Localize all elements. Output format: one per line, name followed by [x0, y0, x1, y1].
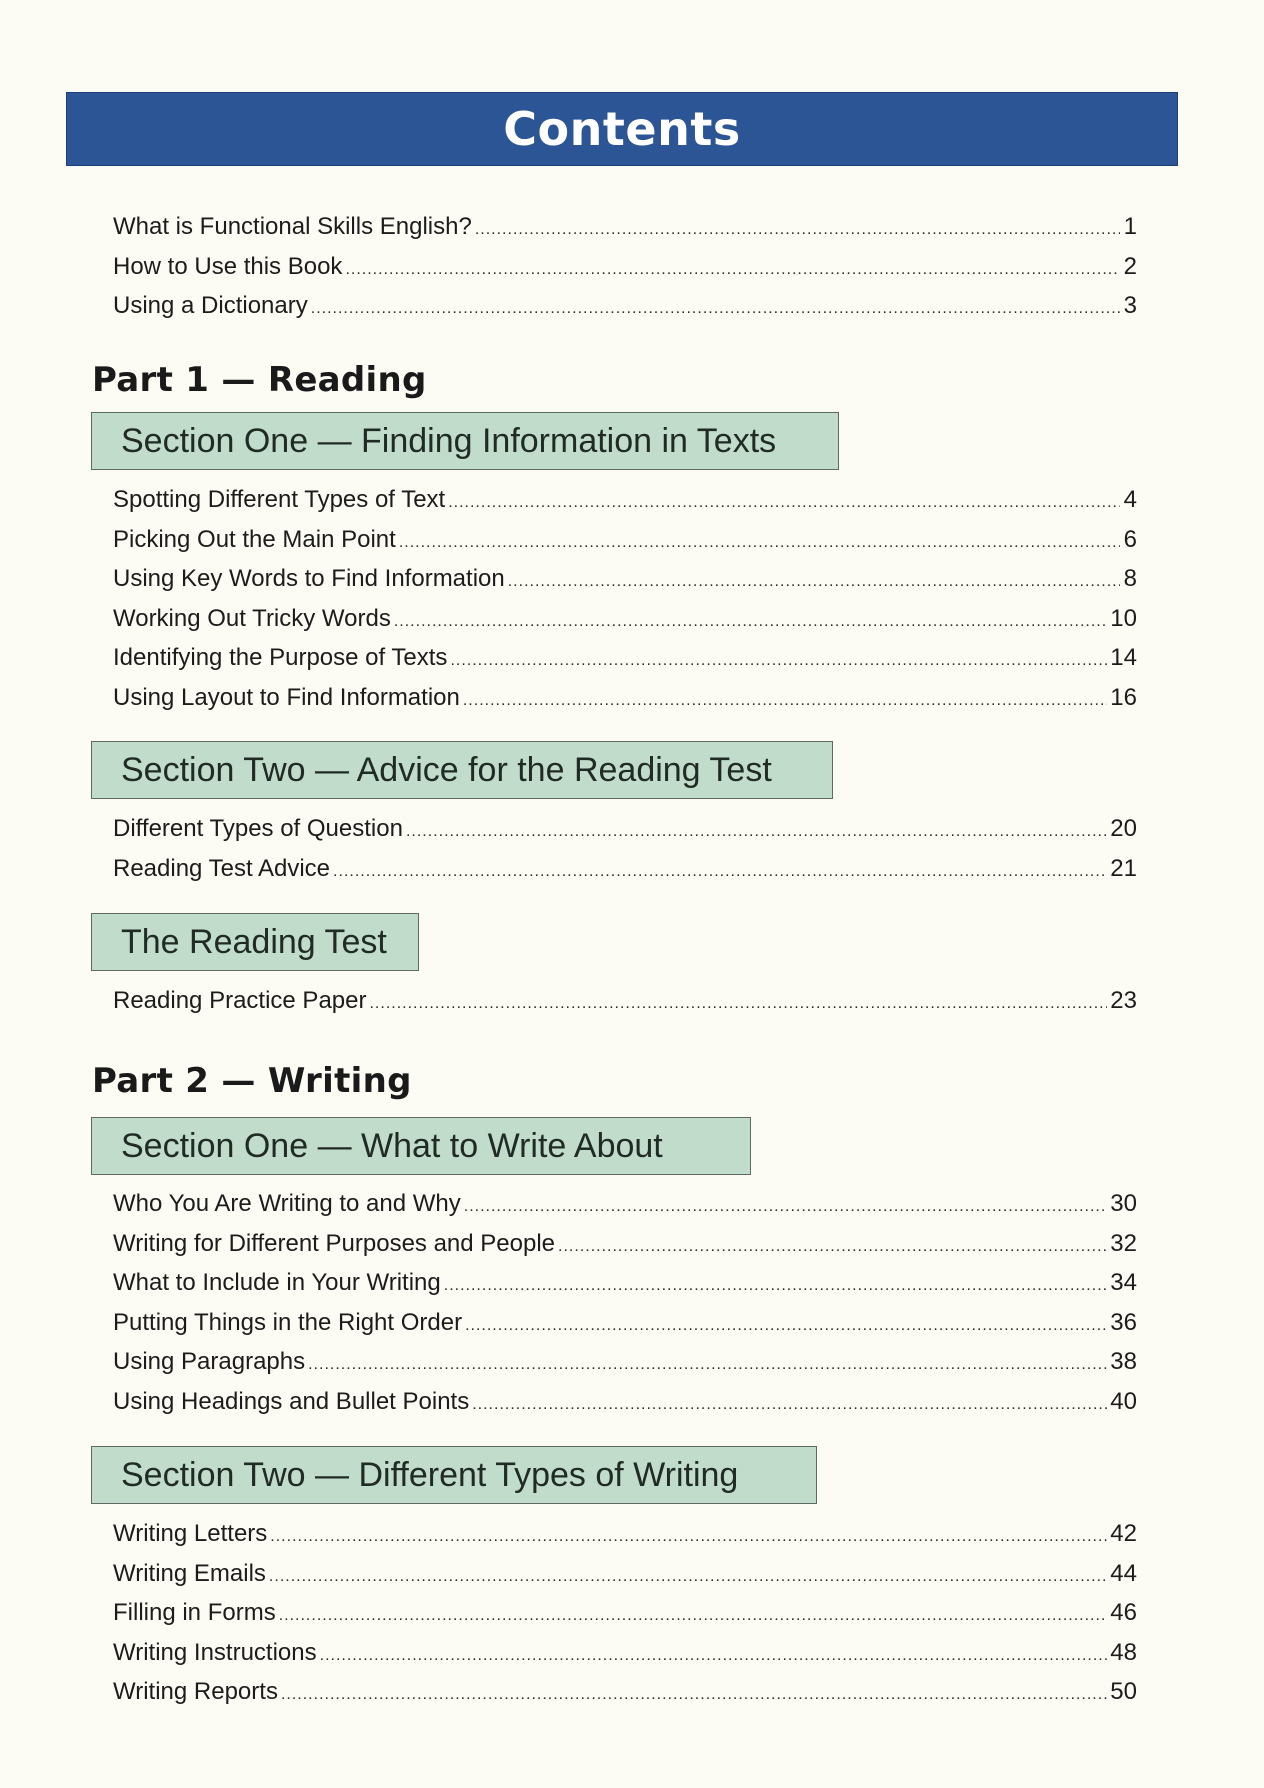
contents-title-banner — [66, 92, 1178, 166]
dot-leader — [448, 483, 1120, 523]
section-header-part1-section-two: Section Two — Advice for the Reading Test — [91, 741, 833, 799]
dot-leader — [311, 289, 1120, 329]
dot-leader — [269, 1557, 1107, 1597]
toc-entry-page: 42 — [1110, 1520, 1137, 1547]
dot-leader — [463, 681, 1107, 721]
toc-entry[interactable] — [113, 1554, 1137, 1594]
toc-entry-page: 2 — [1123, 252, 1137, 280]
toc-entry[interactable] — [113, 599, 1137, 639]
toc-entry[interactable] — [113, 638, 1137, 678]
toc-entry-page: 4 — [1123, 486, 1137, 513]
toc-entry-page: 36 — [1110, 1308, 1137, 1336]
toc-entry-page: 20 — [1110, 815, 1137, 842]
dot-leader — [450, 641, 1107, 681]
toc-entry-page: 34 — [1110, 1269, 1137, 1296]
toc-entry-title: Using Headings and Bullet Points — [113, 1387, 470, 1415]
part2-section-one-entries — [113, 1184, 1137, 1421]
toc-entry[interactable] — [113, 1633, 1137, 1673]
toc-entry-title: Writing Letters — [113, 1520, 268, 1547]
toc-entry-page: 16 — [1110, 683, 1137, 711]
toc-entry-title: Who You Are Writing to and Why — [113, 1190, 461, 1217]
toc-entry-title: What is Functional Skills English? — [113, 213, 472, 240]
section-header-reading-test: The Reading Test — [91, 913, 419, 971]
toc-entry-page: 21 — [1110, 854, 1137, 882]
toc-entry-page: 40 — [1110, 1387, 1137, 1415]
dot-leader — [345, 250, 1120, 290]
toc-entry[interactable] — [113, 1593, 1137, 1633]
toc-entry-page: 44 — [1110, 1559, 1137, 1587]
toc-entry[interactable] — [113, 1514, 1137, 1554]
toc-entry-page: 1 — [1123, 213, 1137, 240]
part2-section-two-entries — [113, 1514, 1137, 1712]
toc-entry-title: How to Use this Book — [113, 252, 343, 280]
toc-entry[interactable] — [113, 981, 1137, 1021]
toc-entry-title: Filling in Forms — [113, 1599, 276, 1626]
toc-entry-page: 10 — [1110, 604, 1137, 632]
toc-entry-title: Using Key Words to Find Information — [113, 565, 505, 592]
toc-entry-title: Identifying the Purpose of Texts — [113, 644, 448, 671]
toc-entry-page: 38 — [1110, 1348, 1137, 1375]
toc-entry-page: 50 — [1110, 1678, 1137, 1705]
dot-leader — [369, 984, 1107, 1024]
toc-entry-title: Picking Out the Main Point — [113, 525, 396, 553]
toc-entry[interactable] — [113, 247, 1137, 287]
toc-entry-title: Spotting Different Types of Text — [113, 486, 446, 513]
toc-entry-page: 48 — [1110, 1638, 1137, 1666]
part1-section-one-entries — [113, 480, 1137, 717]
part-1-heading: Part 1 — Reading — [92, 360, 427, 400]
toc-entry-page: 23 — [1110, 987, 1137, 1014]
toc-entry[interactable] — [113, 809, 1137, 849]
toc-entry-page: 30 — [1110, 1190, 1137, 1217]
reading-test-entries — [113, 981, 1137, 1021]
part-2-heading: Part 2 — Writing — [92, 1061, 412, 1101]
dot-leader — [464, 1187, 1108, 1227]
dot-leader — [558, 1227, 1107, 1267]
toc-entry-title: Using Layout to Find Information — [113, 683, 460, 711]
toc-entry-page: 8 — [1123, 565, 1137, 592]
toc-entry-title: Using Paragraphs — [113, 1348, 306, 1375]
dot-leader — [475, 210, 1120, 250]
dot-leader — [472, 1385, 1107, 1425]
dot-leader — [399, 523, 1120, 563]
toc-entry[interactable] — [113, 1672, 1137, 1712]
section-header-part2-section-two: Section Two — Different Types of Writing — [91, 1446, 817, 1504]
toc-entry-title: Putting Things in the Right Order — [113, 1308, 463, 1336]
toc-entry[interactable] — [113, 1342, 1137, 1382]
dot-leader — [320, 1636, 1108, 1676]
dot-leader — [508, 562, 1120, 602]
section-header-part2-section-one: Section One — What to Write About — [91, 1117, 751, 1175]
toc-entry[interactable] — [113, 286, 1137, 326]
part1-section-two-entries — [113, 809, 1137, 888]
toc-entry-page: 3 — [1123, 292, 1137, 319]
toc-entry[interactable] — [113, 207, 1137, 247]
toc-entry-title: Writing Reports — [113, 1678, 278, 1705]
dot-leader — [308, 1345, 1107, 1385]
dot-leader — [444, 1266, 1108, 1306]
toc-entry[interactable] — [113, 520, 1137, 560]
toc-entry[interactable] — [113, 1382, 1137, 1422]
toc-entry-title: Writing for Different Purposes and People — [113, 1229, 556, 1257]
dot-leader — [465, 1306, 1107, 1346]
section-header-part1-section-one: Section One — Finding Information in Texts — [91, 412, 839, 470]
dot-leader — [333, 852, 1107, 892]
toc-entry-page: 14 — [1110, 644, 1137, 671]
toc-entry-page: 6 — [1123, 525, 1137, 553]
toc-entry-title: Writing Emails — [113, 1559, 266, 1587]
toc-entry-page: 32 — [1110, 1229, 1137, 1257]
toc-entry-page: 46 — [1110, 1599, 1137, 1626]
toc-entry[interactable] — [113, 1263, 1137, 1303]
toc-entry[interactable] — [113, 559, 1137, 599]
dot-leader — [281, 1675, 1107, 1715]
toc-entry[interactable] — [113, 678, 1137, 718]
dot-leader — [279, 1596, 1108, 1636]
toc-entry-title: Different Types of Question — [113, 815, 403, 842]
dot-leader — [270, 1517, 1107, 1557]
toc-entry-title: Reading Test Advice — [113, 854, 331, 882]
toc-entry-title: Working Out Tricky Words — [113, 604, 391, 632]
toc-entry-title: Writing Instructions — [113, 1638, 317, 1666]
toc-entry[interactable] — [113, 849, 1137, 889]
dot-leader — [394, 602, 1107, 642]
toc-entry-title: Reading Practice Paper — [113, 987, 367, 1014]
toc-entry[interactable] — [113, 1224, 1137, 1264]
toc-entry[interactable] — [113, 1184, 1137, 1224]
toc-entry-title: What to Include in Your Writing — [113, 1269, 441, 1296]
intro-entries — [113, 207, 1137, 326]
page-title: Contents — [503, 102, 741, 156]
toc-entry[interactable] — [113, 480, 1137, 520]
toc-entry-title: Using a Dictionary — [113, 292, 308, 319]
toc-entry[interactable] — [113, 1303, 1137, 1343]
dot-leader — [406, 812, 1107, 852]
